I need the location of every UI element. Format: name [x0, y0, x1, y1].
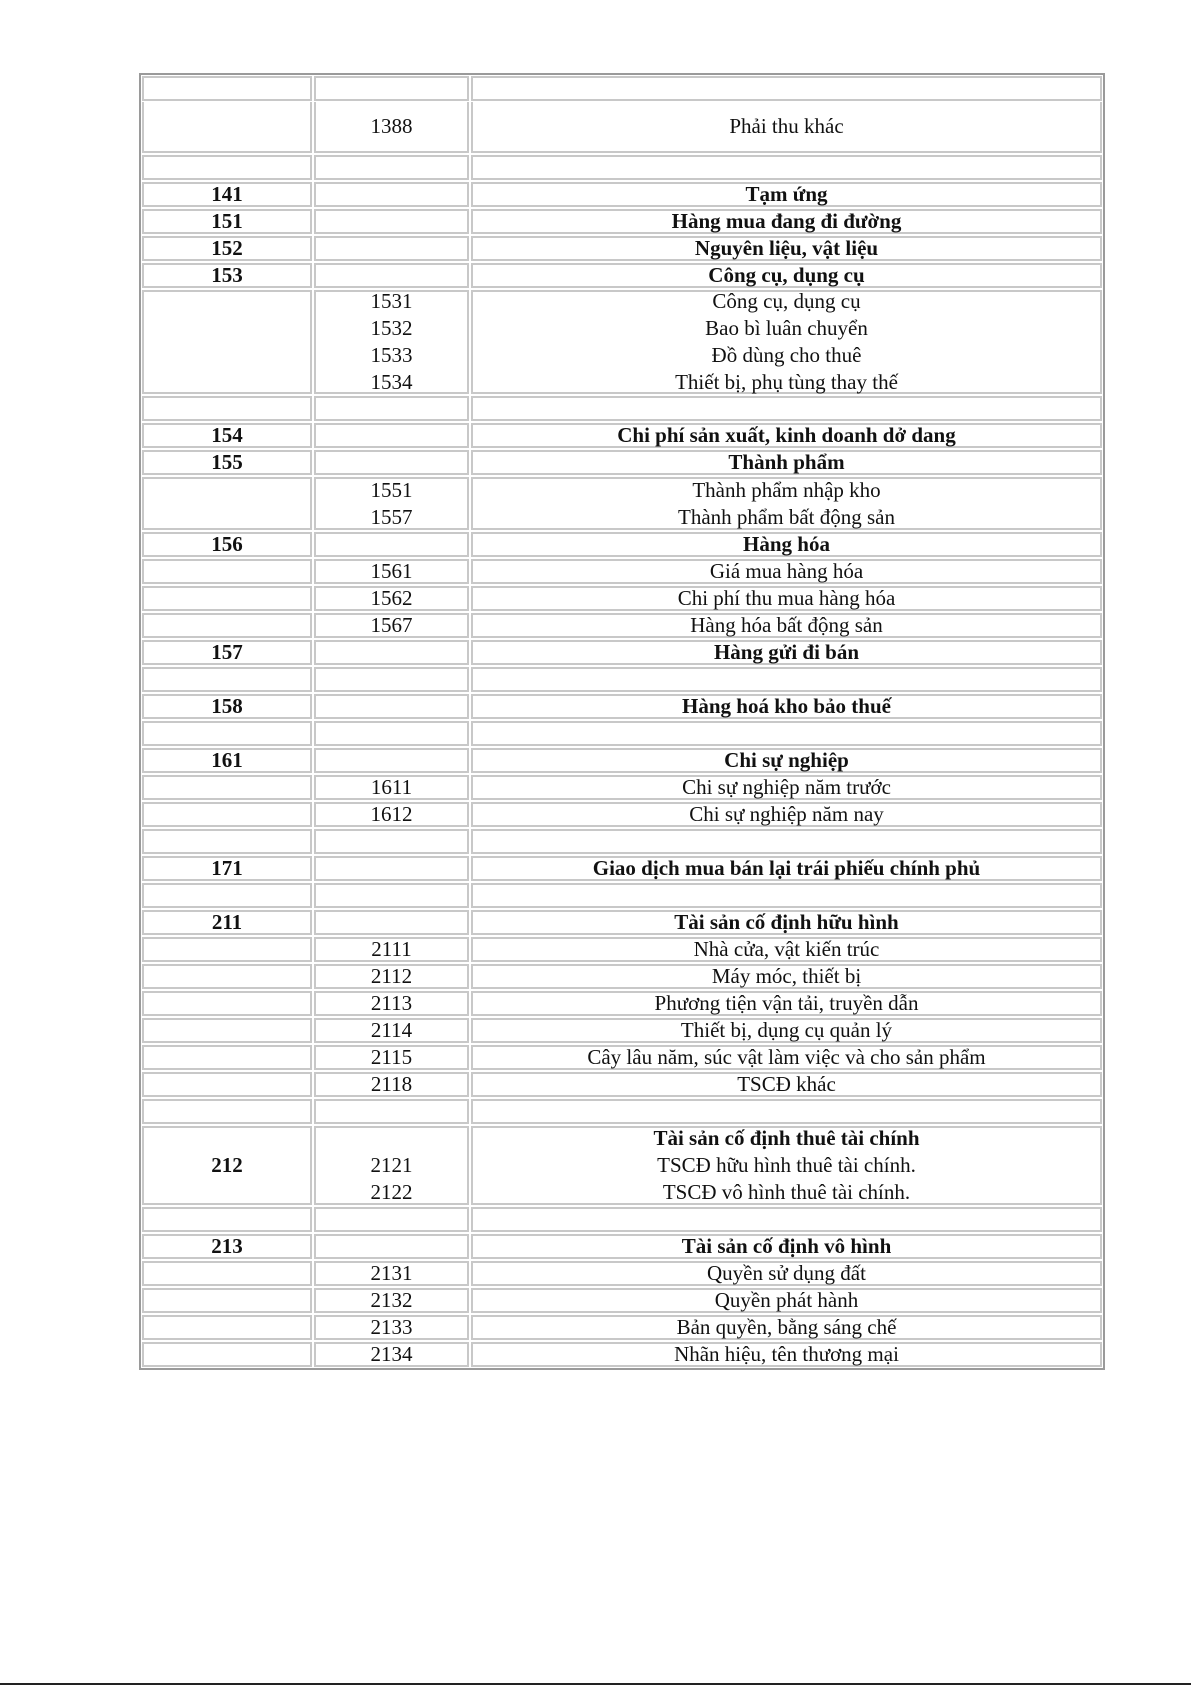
sub-account-code: 2132: [370, 1287, 413, 1312]
account-code: 152: [211, 236, 243, 260]
account-name: Chi sự nghiệp năm nay: [689, 802, 884, 826]
blank-row: [141, 1098, 1103, 1125]
account-name: TSCĐ hữu hình thuê tài chính.: [657, 1152, 916, 1177]
sub-account-cell: [314, 1018, 469, 1043]
account-code-cell: [142, 829, 312, 854]
sub-account-code: [389, 1125, 394, 1152]
sub-account-cell: [314, 1315, 469, 1340]
account-name-cell: [471, 1126, 1102, 1205]
account-name: Thiết bị, dụng cụ quản lý: [680, 1018, 893, 1042]
table-row: [141, 262, 1103, 289]
sub-account-cell: [314, 76, 469, 101]
account-name: Hàng gửi đi bán: [713, 640, 860, 664]
table-row: [141, 963, 1103, 990]
account-code-cell: [142, 613, 312, 638]
sub-account-cell: [314, 102, 469, 153]
account-code: 157: [211, 640, 243, 664]
sub-account-cell: [314, 1126, 469, 1205]
account-name: Công cụ, dụng cụ: [708, 263, 865, 287]
account-code-cell: [142, 396, 312, 421]
account-code-cell: [142, 1342, 312, 1367]
account-code: 213: [211, 1233, 243, 1258]
table-row: [141, 476, 1103, 531]
account-name-cell: [471, 290, 1102, 394]
sub-account-code: 1533: [370, 343, 413, 367]
account-name-cell: [471, 856, 1102, 881]
account-code-cell: [142, 910, 312, 935]
account-code-cell: [142, 450, 312, 475]
account-name: Quyền sử dụng đất: [707, 1260, 866, 1285]
sub-account-code: 1611: [370, 775, 413, 799]
account-name: Giao dịch mua bán lại trái phiếu chính phủ: [592, 856, 981, 880]
account-code-cell: [142, 667, 312, 692]
account-code-cell: [142, 263, 312, 288]
account-name-cell: [471, 1045, 1102, 1070]
account-name-cell: [471, 263, 1102, 288]
sub-account-cell: [314, 640, 469, 665]
sub-account-cell: [314, 263, 469, 288]
sub-account-code: 2131: [370, 1260, 413, 1285]
account-code-cell: [142, 182, 312, 207]
sub-account-cell: [314, 1207, 469, 1232]
sub-account-cell: [314, 450, 469, 475]
account-code-cell: [142, 721, 312, 746]
sub-account-code: 1388: [370, 114, 413, 138]
sub-account-cell: [314, 209, 469, 234]
blank-row: [141, 666, 1103, 693]
account-name-cell: [471, 1315, 1102, 1340]
account-code-cell: [142, 1126, 312, 1205]
table-row: [141, 774, 1103, 801]
sub-account-cell: [314, 775, 469, 800]
account-name-cell: [471, 423, 1102, 448]
sub-account-cell: [314, 883, 469, 908]
account-code-cell: [142, 1261, 312, 1286]
account-name-cell: [471, 396, 1102, 421]
account-name-cell: [471, 155, 1102, 180]
sub-account-code: 1562: [370, 586, 413, 610]
account-code-cell: [142, 640, 312, 665]
table-row: [141, 449, 1103, 476]
account-code-cell: [142, 423, 312, 448]
account-name-cell: [471, 829, 1102, 854]
account-name: Thành phẩm: [728, 450, 845, 474]
account-code: 161: [211, 748, 243, 772]
account-code-cell: [142, 964, 312, 989]
account-name-cell: [471, 477, 1102, 530]
account-code: 158: [211, 694, 243, 718]
account-name: Giá mua hàng hóa: [709, 559, 864, 583]
account-name-cell: [471, 802, 1102, 827]
account-name-cell: [471, 613, 1102, 638]
account-code-cell: [142, 883, 312, 908]
sub-account-cell: [314, 721, 469, 746]
account-name: Chi sự nghiệp năm trước: [682, 775, 891, 799]
table-row: [141, 1233, 1103, 1260]
table-row: [141, 855, 1103, 882]
sub-account-cell: [314, 613, 469, 638]
table-row: [141, 531, 1103, 558]
sub-account-code: 2112: [370, 964, 413, 988]
account-code: 171: [211, 856, 243, 880]
sub-account-code: 2134: [370, 1341, 413, 1366]
account-name: Hàng hoá kho bảo thuế: [682, 694, 891, 718]
account-name-cell: [471, 721, 1102, 746]
account-name: Thành phẩm bất động sản: [678, 504, 895, 529]
sub-account-code: 1612: [370, 802, 413, 826]
account-name-cell: [471, 1072, 1102, 1097]
sub-account-code: 1532: [370, 316, 413, 340]
blank-row: [141, 1206, 1103, 1233]
account-name-cell: [471, 559, 1102, 584]
sub-account-cell: [314, 829, 469, 854]
sub-account-cell: [314, 236, 469, 261]
sub-account-code: 1551: [370, 477, 413, 502]
account-name: Phương tiện vận tải, truyền dẫn: [654, 991, 919, 1015]
account-name: Thành phẩm nhập kho: [692, 477, 881, 502]
table-row: [141, 585, 1103, 612]
account-code: 141: [211, 182, 243, 206]
account-code-cell: [142, 1234, 312, 1259]
account-code: 156: [211, 532, 243, 556]
account-name-cell: [471, 1261, 1102, 1286]
account-name-cell: [471, 1288, 1102, 1313]
table-row: [141, 801, 1103, 828]
account-code-cell: [142, 694, 312, 719]
table-row: [141, 1044, 1103, 1071]
sub-account-cell: [314, 586, 469, 611]
account-name-cell: [471, 182, 1102, 207]
table-row: [141, 235, 1103, 262]
table-row: [141, 289, 1103, 395]
account-name: Nhà cửa, vật kiến trúc: [693, 937, 880, 961]
sub-account-cell: [314, 1099, 469, 1124]
sub-account-cell: [314, 910, 469, 935]
account-code-cell: [142, 155, 312, 180]
account-code-cell: [142, 1099, 312, 1124]
blank-row: [141, 395, 1103, 422]
account-code-cell: [142, 1288, 312, 1313]
sub-account-code: 2133: [370, 1314, 413, 1339]
account-table: [139, 73, 1105, 1370]
account-name: TSCĐ vô hình thuê tài chính.: [662, 1179, 911, 1204]
table-row: [141, 693, 1103, 720]
table-row: [141, 990, 1103, 1017]
account-name: Nguyên liệu, vật liệu: [694, 236, 879, 260]
account-code-cell: [142, 290, 312, 394]
account-name-cell: [471, 76, 1102, 101]
table-row: [141, 1314, 1103, 1341]
account-code-cell: [142, 1207, 312, 1232]
account-code-cell: [142, 532, 312, 557]
account-name: Thiết bị, phụ tùng thay thế: [675, 370, 898, 394]
sub-account-cell: [314, 423, 469, 448]
account-name-cell: [471, 964, 1102, 989]
sub-account-cell: [314, 802, 469, 827]
account-name-cell: [471, 640, 1102, 665]
sub-account-cell: [314, 856, 469, 881]
account-name-cell: [471, 694, 1102, 719]
table-row: [141, 639, 1103, 666]
account-name: Tạm ứng: [745, 182, 828, 206]
account-code-cell: [142, 856, 312, 881]
account-name-cell: [471, 586, 1102, 611]
table-row: [141, 1287, 1103, 1314]
sub-account-cell: [314, 396, 469, 421]
sub-account-cell: [314, 1342, 469, 1367]
sub-account-code: 1567: [370, 613, 413, 637]
table-row: [141, 909, 1103, 936]
account-name-cell: [471, 1234, 1102, 1259]
account-name: Đồ dùng cho thuê: [711, 343, 862, 367]
table-row: [141, 558, 1103, 585]
table-row: [141, 1341, 1103, 1368]
sub-account-cell: [314, 748, 469, 773]
account-name: Chi phí sản xuất, kinh doanh dở dang: [617, 423, 956, 447]
account-name: Hàng mua đang đi đường: [671, 209, 902, 233]
account-code-cell: [142, 802, 312, 827]
sub-account-cell: [314, 964, 469, 989]
sub-account-code: 2118: [370, 1072, 413, 1096]
blank-row: [141, 828, 1103, 855]
account-code-cell: [142, 559, 312, 584]
sub-account-cell: [314, 694, 469, 719]
account-code-cell: [142, 1045, 312, 1070]
sub-account-code: 2113: [370, 991, 413, 1015]
account-name: Tài sản cố định thuê tài chính: [653, 1125, 920, 1150]
account-name-cell: [471, 667, 1102, 692]
account-name-cell: [471, 236, 1102, 261]
sub-account-cell: [314, 991, 469, 1016]
sub-account-code: 2121: [370, 1152, 413, 1177]
table-row: [141, 612, 1103, 639]
table-row: [141, 102, 1103, 154]
account-code: 155: [211, 450, 243, 474]
sub-account-cell: [314, 477, 469, 530]
table-row: [141, 747, 1103, 774]
account-name: Hàng hóa bất động sản: [690, 613, 883, 637]
account-name: Quyền phát hành: [714, 1287, 859, 1312]
sub-account-code: 1561: [370, 559, 413, 583]
table-row: [141, 422, 1103, 449]
sub-account-cell: [314, 559, 469, 584]
account-name: Công cụ, dụng cụ: [712, 289, 861, 313]
sub-account-cell: [314, 1261, 469, 1286]
account-name: Máy móc, thiết bị: [711, 964, 862, 988]
account-code-cell: [142, 1072, 312, 1097]
account-name: Cây lâu năm, súc vật làm việc và cho sản phẩm: [587, 1045, 986, 1069]
sub-account-cell: [314, 155, 469, 180]
blank-row: [141, 75, 1103, 102]
account-code-cell: [142, 236, 312, 261]
account-name-cell: [471, 532, 1102, 557]
account-name-cell: [471, 1207, 1102, 1232]
account-code-cell: [142, 937, 312, 962]
blank-row: [141, 720, 1103, 747]
account-name: Tài sản cố định hữu hình: [674, 910, 899, 934]
table-row: [141, 181, 1103, 208]
table-row: [141, 1071, 1103, 1098]
account-code-cell: [142, 775, 312, 800]
table-row: [141, 1260, 1103, 1287]
account-code: 211: [211, 910, 243, 934]
account-code-cell: [142, 102, 312, 153]
sub-account-cell: [314, 1234, 469, 1259]
table-row: [141, 208, 1103, 235]
sub-account-cell: [314, 937, 469, 962]
account-code: 153: [211, 263, 243, 287]
account-name: Chi phí thu mua hàng hóa: [677, 586, 896, 610]
account-code-cell: [142, 586, 312, 611]
account-name: Bản quyền, bằng sáng chế: [676, 1314, 897, 1339]
table-row: [141, 936, 1103, 963]
sub-account-code: 2115: [370, 1045, 413, 1069]
account-name-cell: [471, 991, 1102, 1016]
sub-account-code: 1557: [370, 504, 413, 529]
sub-account-code: 1531: [370, 289, 413, 313]
table-row: [141, 1017, 1103, 1044]
account-name-cell: [471, 910, 1102, 935]
account-name: Tài sản cố định vô hình: [681, 1233, 892, 1258]
account-name: Nhãn hiệu, tên thương mại: [674, 1341, 899, 1366]
account-code-cell: [142, 991, 312, 1016]
account-name: Hàng hóa: [743, 532, 830, 556]
account-name: Phải thu khác: [729, 114, 844, 138]
account-name-cell: [471, 209, 1102, 234]
account-name: TSCĐ khác: [737, 1072, 836, 1096]
account-code-cell: [142, 1018, 312, 1043]
account-name: Chi sự nghiệp: [724, 748, 849, 772]
blank-row: [141, 154, 1103, 181]
sub-account-code: 1534: [370, 370, 413, 394]
sub-account-code: 2122: [370, 1179, 413, 1204]
sub-account-cell: [314, 290, 469, 394]
account-code-cell: [142, 76, 312, 101]
sub-account-cell: [314, 182, 469, 207]
account-name-cell: [471, 102, 1102, 153]
account-name-cell: [471, 1018, 1102, 1043]
account-name-cell: [471, 748, 1102, 773]
sub-account-cell: [314, 667, 469, 692]
sub-account-cell: [314, 1288, 469, 1313]
account-name-cell: [471, 1099, 1102, 1124]
account-code-cell: [142, 477, 312, 530]
account-code-cell: [142, 209, 312, 234]
account-name-cell: [471, 883, 1102, 908]
account-code-cell: [142, 1315, 312, 1340]
account-name-cell: [471, 450, 1102, 475]
sub-account-cell: [314, 1045, 469, 1070]
sub-account-cell: [314, 532, 469, 557]
sub-account-code: 2114: [370, 1018, 413, 1042]
account-name-cell: [471, 1342, 1102, 1367]
account-name: Bao bì luân chuyển: [705, 316, 868, 340]
sub-account-cell: [314, 1072, 469, 1097]
account-code: 154: [211, 423, 243, 447]
blank-row: [141, 882, 1103, 909]
sub-account-code: 2111: [371, 937, 412, 961]
account-name-cell: [471, 937, 1102, 962]
account-name-cell: [471, 775, 1102, 800]
account-code-cell: [142, 748, 312, 773]
account-code: 212: [211, 1152, 243, 1177]
account-code: 151: [211, 209, 243, 233]
table-row: [141, 1125, 1103, 1206]
